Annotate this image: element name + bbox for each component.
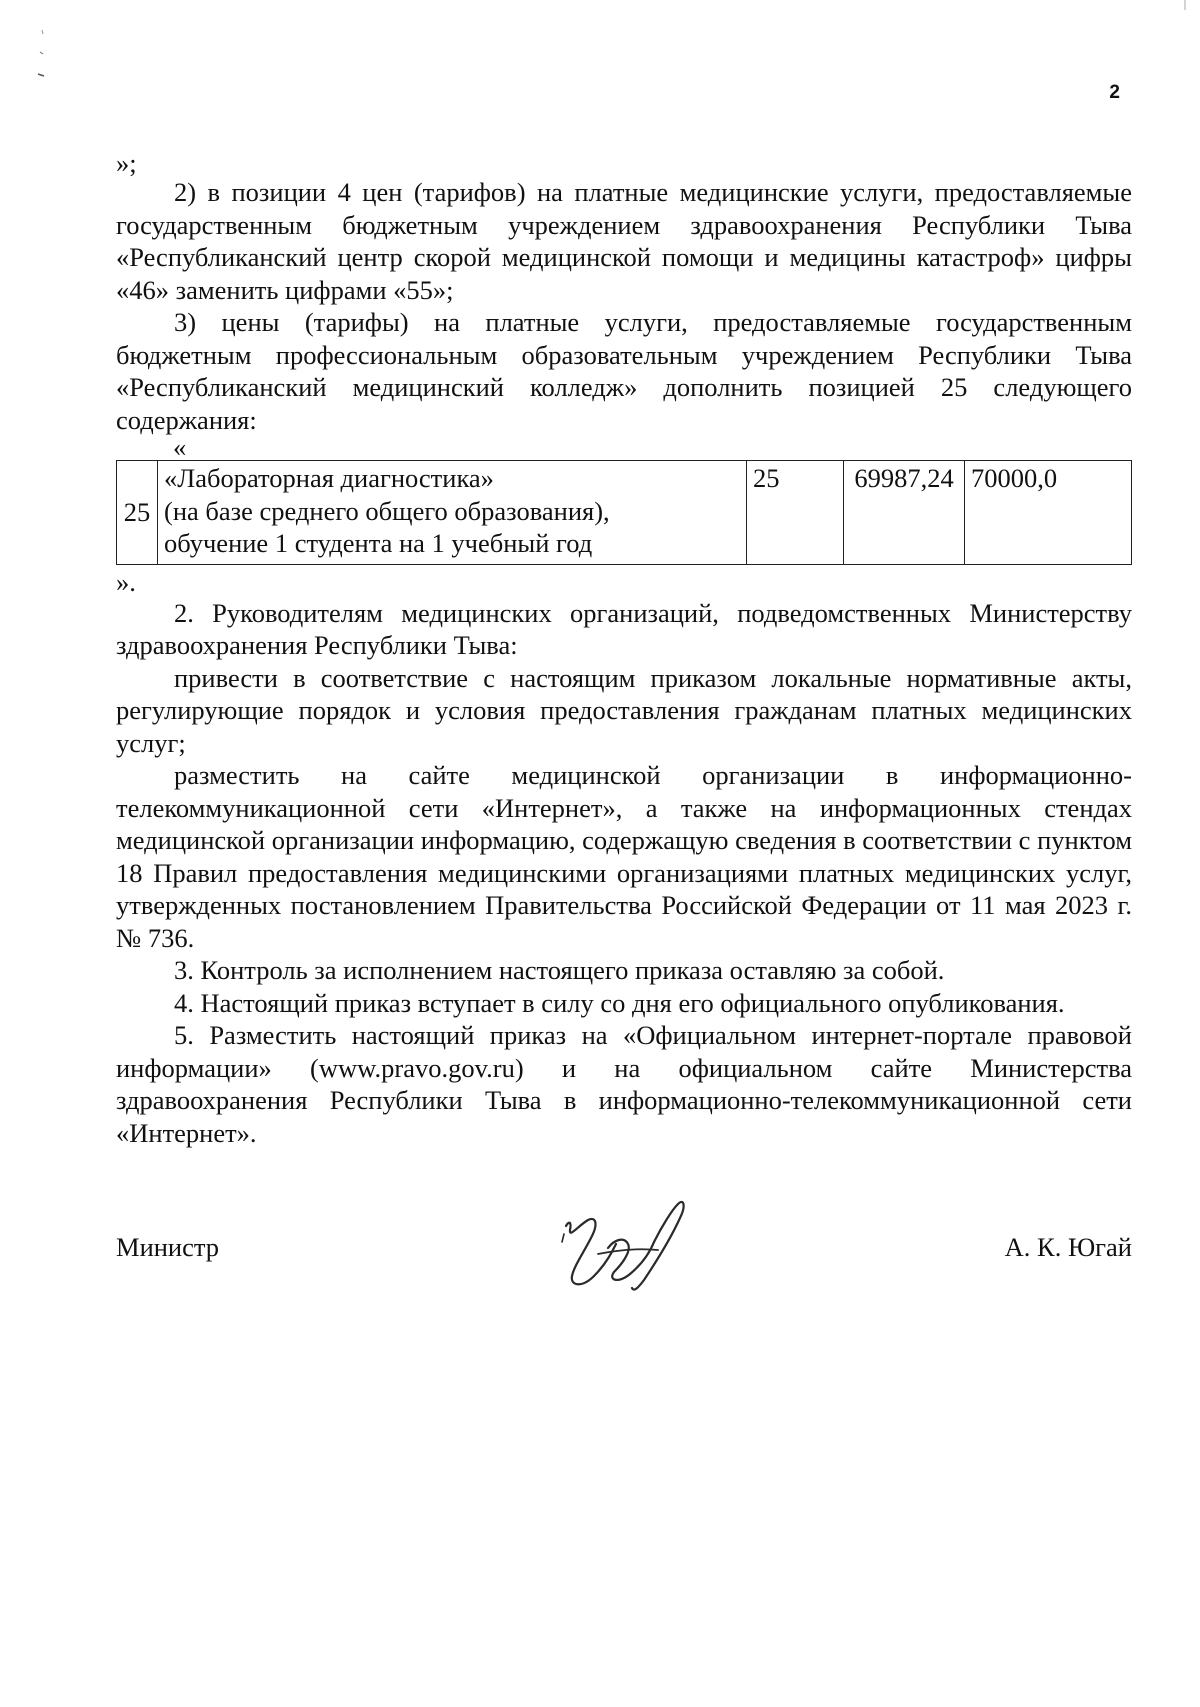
service-name-line: «Лабораторная диагностика» [164,463,494,493]
col4-cell: 69987,24 [844,461,965,565]
paragraph-section-2b: разместить на сайте медицинской организации в информационно-телекоммуникационной сети «Интернет», а также на информационных стендах медицинской организации информацию, содержащую сведения в соответствии с пунктом 18 Правил предоставления медицинскими организациями платных медицинских услуг, утвержденных постановлением Правительства Российской Федерации от 11 мая 2023 г. № 736. [116,760,1132,953]
paragraph-item-2: 2) в позиции 4 цен (тарифов) на платные медицинские услуги, предоставляемые государственным бюджетным учреждением здравоохранения Республики Тыва «Республиканский центр скорой медицинской помощи и медицины катастроф» цифры «46» заменить цифрами «55»; [116,177,1132,305]
paragraph-item-3: 3) цены (тарифы) на платные услуги, предоставляемые государственным бюджетным профессиональным образовательным учреждением Республики Тыва «Республиканский медицинский колледж» дополнить позицией 25 следующего содержания: [116,307,1132,435]
paragraph-section-5: 5. Разместить настоящий приказ на «Официальном интернет-портале правовой информации» (www.pravo.gov.ru) и на официальном сайте Министерства здравоохранения Республики Тыва в информационно-телекоммуникационной сети «Интернет». [116,1020,1132,1148]
signer-position: Министр [116,1232,220,1262]
table-row [117,461,1132,565]
handwritten-signature-icon [558,1196,698,1306]
service-name-line: (на базе среднего общего образования), [164,495,610,526]
closing-quote-bottom: ». [116,566,136,597]
row-number-cell: 25 [117,461,158,565]
paragraph-section-2a: привести в соответствие с настоящим приказом локальные нормативные акты, регулирующие порядок и условия предоставления гражданам платных медицинских услуг; [116,662,1132,758]
col3-cell: 25 [747,461,844,565]
paragraph-section-2: 2. Руководителям медицинских организаций, подведомственных Министерству здравоохранения Республики Тыва: [116,597,1132,660]
opening-quote: « [173,432,187,462]
service-name-cell [158,461,747,565]
signer-name: А. К. Югай [1004,1232,1132,1262]
paragraph-section-3: 3. Контроль за исполнением настоящего приказа оставляю за собой. [174,955,945,985]
col5-cell: 70000,0 [965,461,1132,565]
closing-quote-top: »; [116,148,137,178]
page-number: 2 [1109,82,1120,103]
tariff-table [116,460,1132,565]
paragraph-section-4: 4. Настоящий приказ вступает в силу со дня его официального опубликования. [174,987,1065,1018]
document-body [116,150,1132,1149]
service-name-line: обучение 1 студента на 1 учебный год [164,528,593,558]
